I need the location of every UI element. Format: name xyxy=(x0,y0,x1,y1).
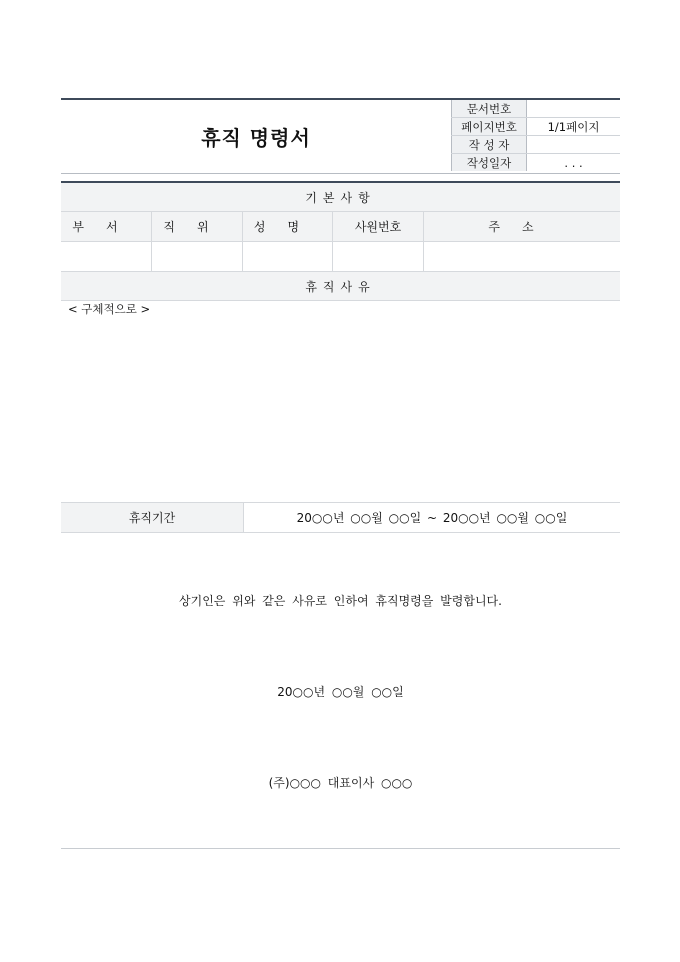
meta-value[interactable]: . . . xyxy=(564,155,583,170)
meta-value[interactable] xyxy=(527,136,620,154)
meta-row xyxy=(452,154,621,172)
reason-title: 휴직사유 xyxy=(61,272,620,301)
meta-value[interactable]: 1/1페이지 xyxy=(527,118,620,136)
signature: (주)○○○ 대표이사 ○○○ xyxy=(268,776,413,790)
order-statement: 상기인은 위와 같은 사유로 인하여 휴직명령을 발령합니다. xyxy=(179,594,502,608)
column-header-employee-number: 사원번호 xyxy=(333,212,424,241)
address-cell[interactable] xyxy=(424,242,620,271)
column-header-name: 성명 xyxy=(243,212,333,241)
meta-label: 작성일자 xyxy=(452,154,527,172)
name-cell[interactable] xyxy=(243,242,333,271)
meta-label: 작 성 자 xyxy=(452,136,527,154)
column-header-position: 직위 xyxy=(152,212,243,241)
leave-period-value[interactable]: 20○○년 ○○월 ○○일 ~ 20○○년 ○○월 ○○일 xyxy=(296,511,568,525)
column-header-department: 부서 xyxy=(61,212,152,241)
position-cell[interactable] xyxy=(152,242,243,271)
meta-row xyxy=(452,118,621,136)
meta-row xyxy=(452,136,621,154)
meta-row xyxy=(452,100,621,118)
document-meta-table xyxy=(451,100,620,171)
basic-info-header-row xyxy=(61,212,620,242)
basic-info-title: 기본사항 xyxy=(61,181,620,212)
reason-hint[interactable]: < 구체적으로 > xyxy=(68,302,151,316)
document-header xyxy=(61,98,620,174)
meta-label: 문서번호 xyxy=(452,100,527,118)
basic-info-data-row xyxy=(61,242,620,272)
meta-value[interactable] xyxy=(527,100,620,118)
leave-period-row xyxy=(61,502,620,533)
leave-period-label: 휴직기간 xyxy=(61,503,244,532)
issue-date: 20○○년 ○○월 ○○일 xyxy=(277,685,404,699)
footer-divider xyxy=(61,848,620,849)
meta-label: 페이지번호 xyxy=(452,118,527,136)
basic-info-section xyxy=(61,181,620,301)
document-title: 휴직 명령서 xyxy=(201,126,311,150)
department-cell[interactable] xyxy=(61,242,152,271)
column-header-address: 주소 xyxy=(424,212,620,241)
employee-number-cell[interactable] xyxy=(333,242,424,271)
